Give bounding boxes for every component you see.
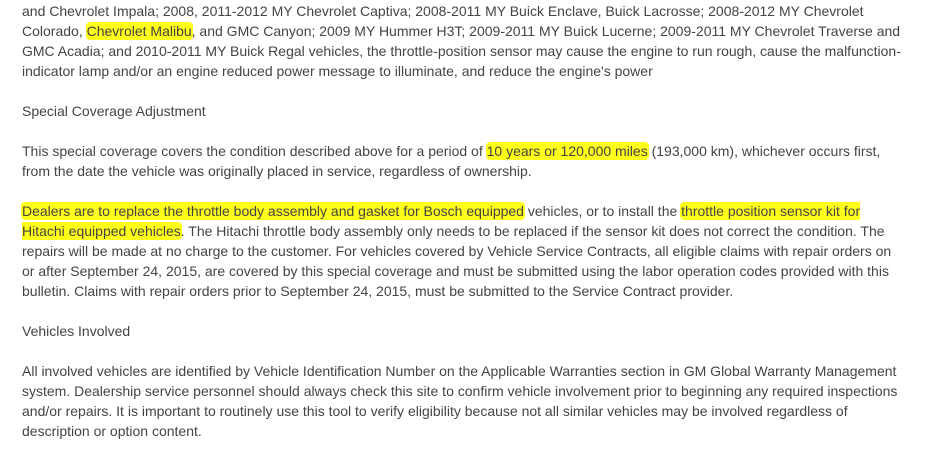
highlighted-text: Dealers are to replace the throttle body assembly and gasket for Bosch equipped [22,203,524,219]
section-heading-special-coverage: Special Coverage Adjustment [22,103,206,119]
paragraph-text: vehicles, or to install the [523,203,682,219]
section-heading-vehicles-involved: Vehicles Involved [22,323,131,339]
paragraph-text: . The Hitachi throttle body assembly only needs to be replaced if the sensor kit does not correct the condition. The repairs will be made at no charge to the customer. For vehicles covered by Vehicle Service Contracts, all eligible claims with repair orders on or after September 24, 2015, are covered by this special coverage and must be submitted using the labor operation codes provided with this bulletin. Claims with repair orders prior to September 24, 2015, must be submitted to the Service Contract provider. [22,223,892,299]
vehicles-involved-paragraph: All involved vehicles are identified by Vehicle Identification Number on the Applicable Warranties section in GM Global Warranty Management system. Dealership service personnel should always check this site to confirm vehicle involvement prior to beginning any required inspections and/or repairs. It is important to routinely use this tool to verify eligibility because not all similar vehicles may be involved regardless of description or option content. [22,363,898,439]
highlighted-text: 10 years or 120,000 miles [486,143,648,159]
coverage-period-paragraph [22,141,902,181]
highlighted-text: throttle position sensor kit for Hitachi equipped vehicles [22,203,861,239]
paragraph-text: (193,000 km), whichever occurs first, from the date the vehicle was originally placed in service, regardless of ownership. [22,143,881,179]
highlighted-text: Chevrolet Malibu [86,23,192,39]
affected-vehicles-paragraph [22,1,902,81]
dealer-instructions-paragraph [22,201,902,301]
paragraph-text: , and GMC Canyon; 2009 MY Hummer H3T; 2009-2011 MY Buick Lucerne; 2009-2011 MY Chevrolet Traverse and GMC Acadia; and 2010-2011 MY Buick Regal vehicles, the throttle-position sensor may cause the engine to run rough, cause the malfunction-indicator lamp and/or an engine reduced power message to illuminate, and reduce the engine's power [22,23,901,79]
paragraph-text: and Chevrolet Impala; 2008, 2011-2012 MY Chevrolet Captiva; 2008-2011 MY Buick Enclave, Buick Lacrosse; 2008-2012 MY Chevrolet Colorado, [22,3,864,39]
paragraph-text: This special coverage covers the condition described above for a period of [22,143,487,159]
bulletin-content [22,1,902,441]
